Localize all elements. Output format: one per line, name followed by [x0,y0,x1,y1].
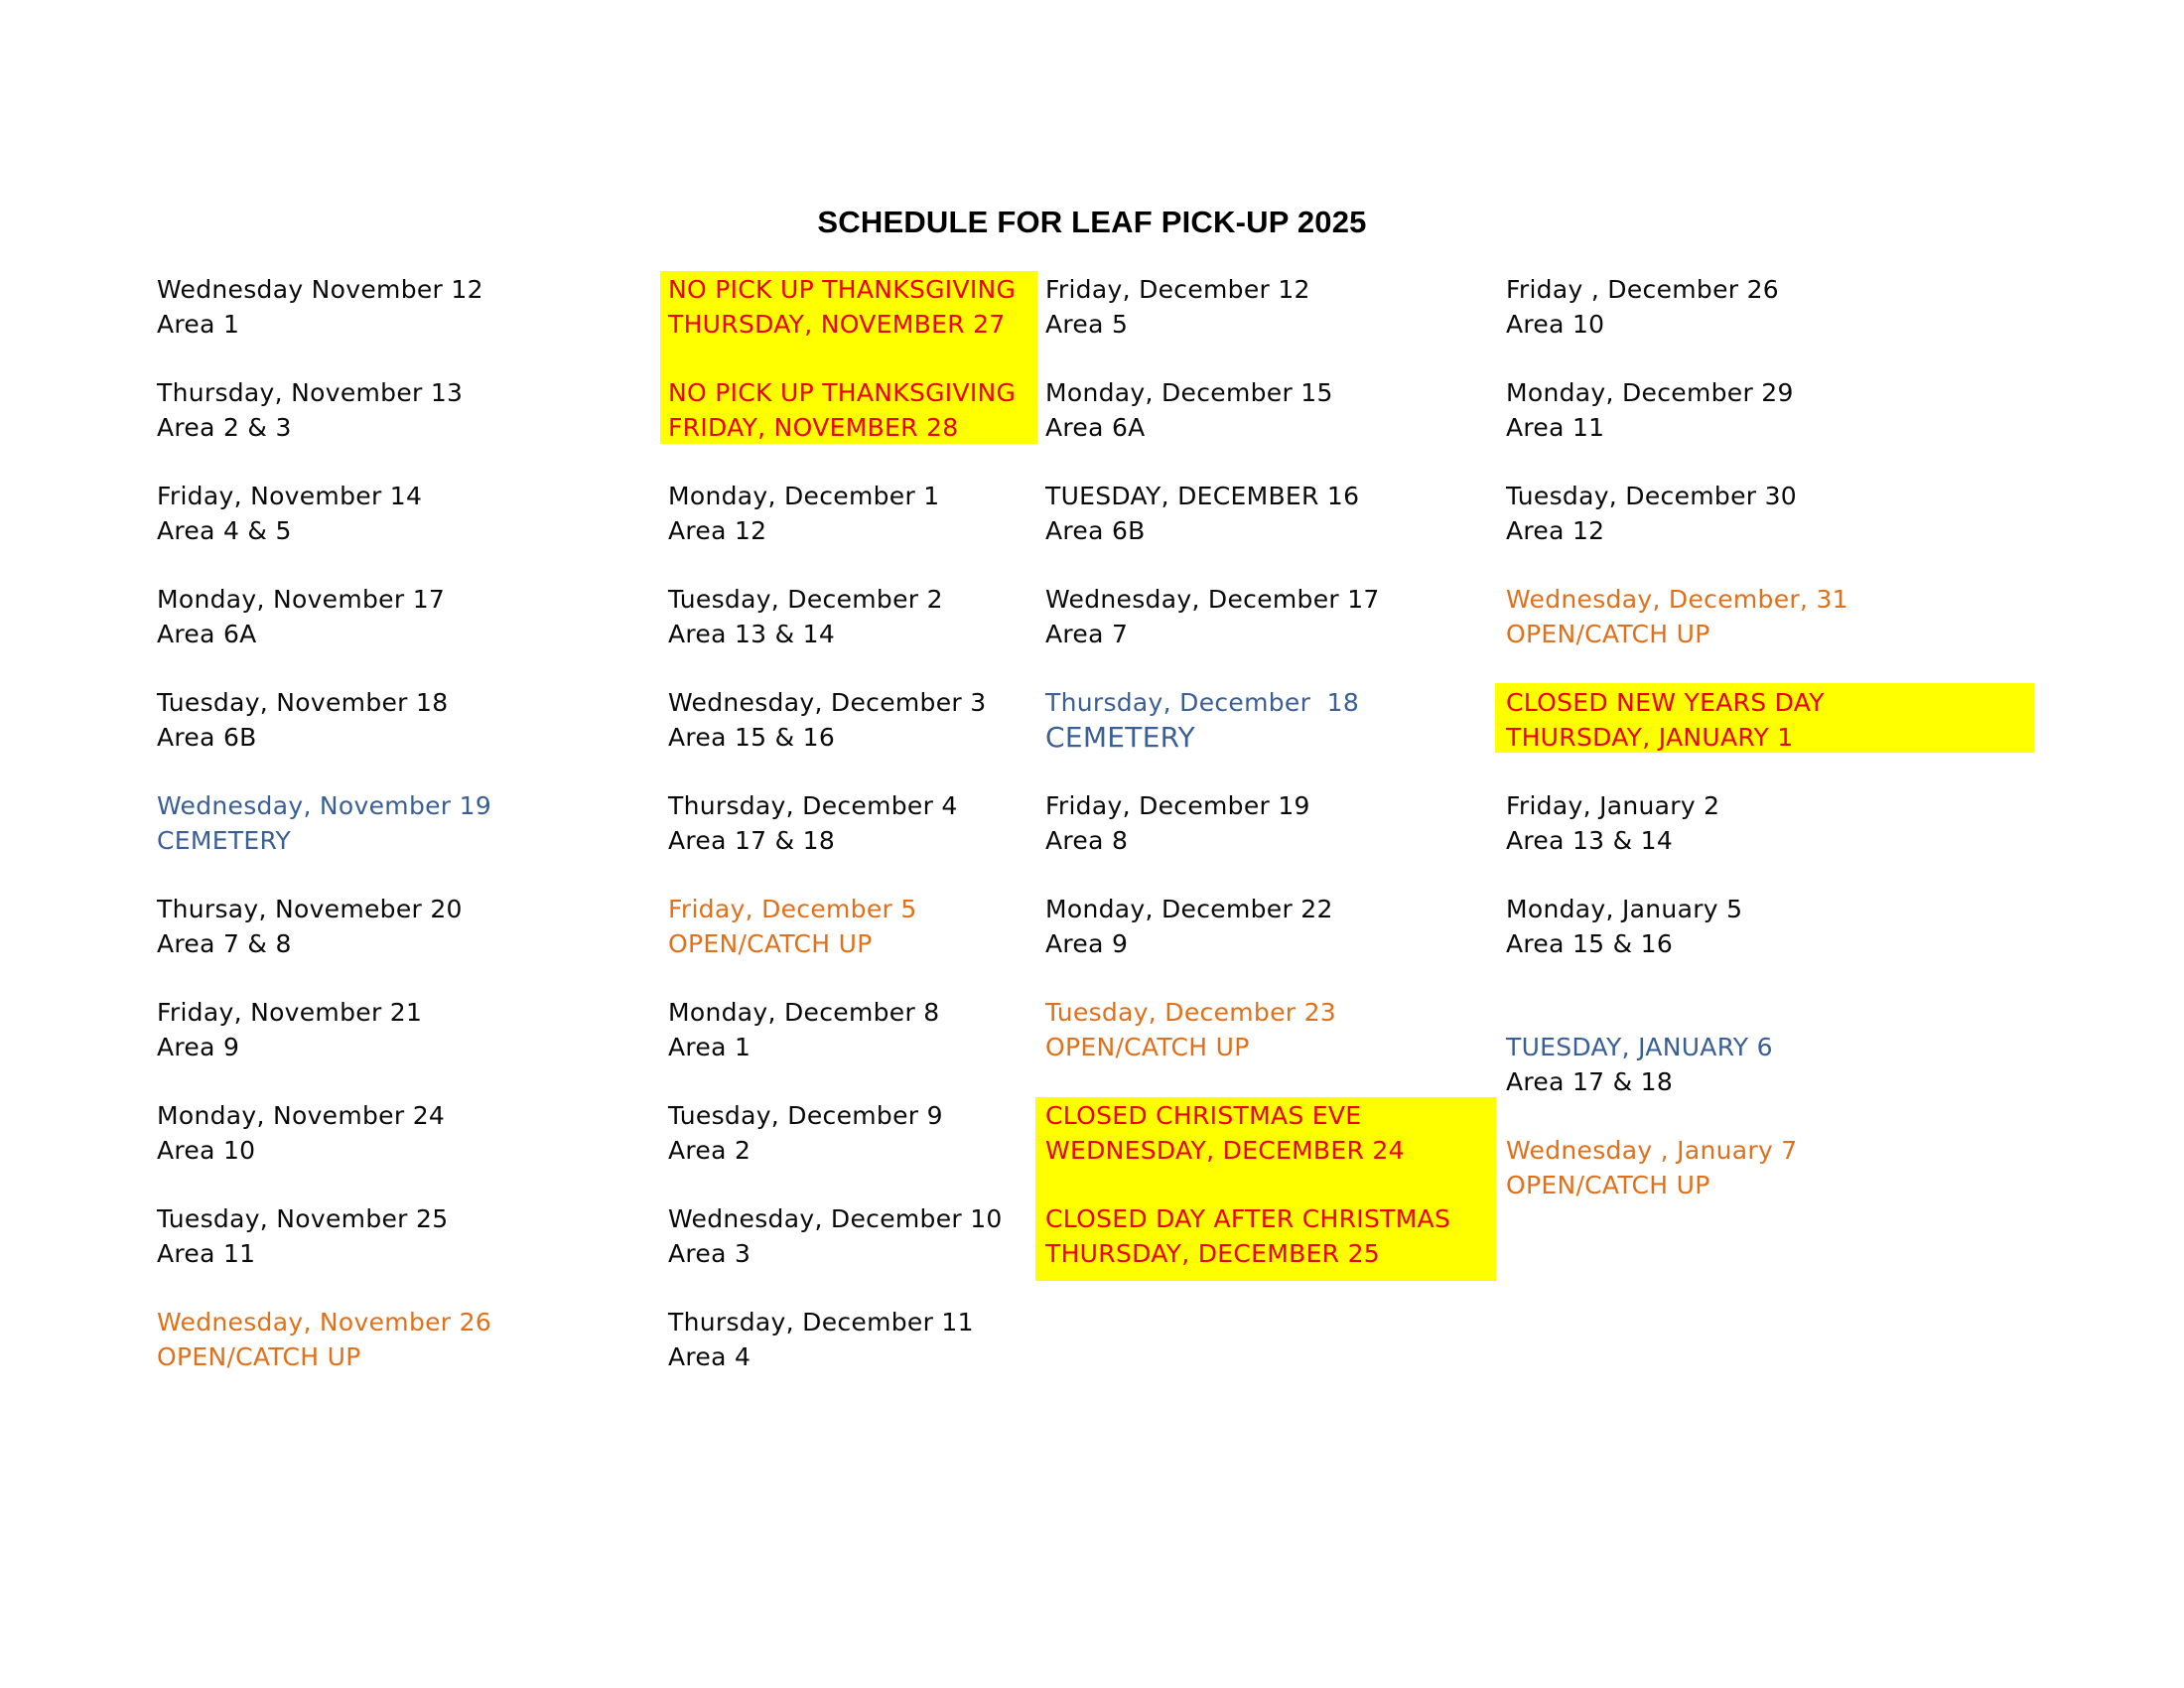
entry-date: Tuesday, December 9 [668,1101,943,1130]
entry-area: Area 13 & 14 [1506,826,1674,855]
entry-date: Friday, November 14 [157,482,423,510]
entry-date: Thursday, December 11 [668,1308,974,1336]
page-title: SCHEDULE FOR LEAF PICK-UP 2025 [817,205,1367,239]
entry-area: Area 5 [1045,310,1129,339]
entry-catch-up-label: OPEN/CATCH UP [1045,1033,1250,1061]
closed-notice [668,375,1016,445]
entry-area: Area 15 & 16 [1506,929,1674,958]
entry-date: Friday, January 2 [1506,791,1720,820]
entry-area: Area 13 & 14 [668,620,836,648]
schedule-entry [668,995,939,1064]
closed-date: THURSDAY, NOVEMBER 27 [668,310,1006,339]
schedule-entry [668,1305,974,1374]
entry-date: Monday, November 24 [157,1101,446,1130]
entry-catch-up-label: OPEN/CATCH UP [157,1342,361,1371]
entry-date: Monday, December 8 [668,998,940,1027]
entry-date: Monday, December 15 [1045,378,1333,407]
schedule-entry [1045,892,1333,961]
schedule-entry [1506,788,1719,858]
entry-date: Friday, December 5 [668,895,917,923]
entry-area: Area 12 [668,516,767,545]
entry-area: Area 10 [1506,310,1605,339]
entry-date: Wednesday, December 3 [668,688,987,717]
entry-area: Area 11 [1506,413,1605,442]
entry-date: Wednesday, November 26 [157,1308,492,1336]
closed-reason: NO PICK UP THANKSGIVING [668,275,1017,304]
schedule-entry [157,582,445,651]
schedule-entry [1045,375,1333,445]
entry-date: Wednesday, December, 31 [1506,585,1848,614]
schedule-entry [668,582,943,651]
entry-date: Monday, December 1 [668,482,940,510]
entry-date: Tuesday, December 30 [1506,482,1797,510]
catch-up-entry [1045,995,1336,1064]
entry-area: Area 6B [157,723,257,752]
schedule-entry [157,1201,448,1271]
entry-date: Wednesday November 12 [157,275,483,304]
catch-up-entry [157,1305,491,1374]
entry-date: TUESDAY, DECEMBER 16 [1045,482,1360,510]
entry-area: Area 10 [157,1136,256,1165]
schedule-entry [668,685,986,755]
schedule-entry [1045,272,1310,342]
entry-area: Area 4 [668,1342,751,1371]
entry-area: Area 6A [157,620,257,648]
entry-area: Area 6A [1045,413,1146,442]
entry-date: TUESDAY, JANUARY 6 [1506,1033,1773,1061]
entry-date: Thursay, Novemeber 20 [157,895,463,923]
closed-notice [668,272,1016,342]
cemetery-entry [1045,685,1359,755]
entry-area: Area 2 & 3 [157,413,292,442]
entry-date: Tuesday, December 2 [668,585,943,614]
closed-reason: CLOSED NEW YEARS DAY [1506,688,1825,717]
entry-area: Area 17 & 18 [1506,1067,1674,1096]
entry-catch-up-label: OPEN/CATCH UP [1506,620,1710,648]
schedule-entry [157,1098,445,1168]
schedule-entry [1506,479,1797,548]
entry-catch-up-label: OPEN/CATCH UP [1506,1171,1710,1199]
schedule-entry [157,685,448,755]
schedule-entry [1506,375,1794,445]
entry-date: Friday , December 26 [1506,275,1780,304]
entry-date: Tuesday, December 23 [1045,998,1336,1027]
entry-area: Area 2 [668,1136,751,1165]
entry-catch-up-label: OPEN/CATCH UP [668,929,873,958]
entry-area: Area 8 [1045,826,1129,855]
closed-reason: CLOSED CHRISTMAS EVE [1045,1101,1362,1130]
closed-reason: NO PICK UP THANKSGIVING [668,378,1017,407]
entry-date: Monday, November 17 [157,585,446,614]
schedule-entry [668,479,939,548]
entry-date: Friday, November 21 [157,998,423,1027]
schedule-entry [157,479,422,548]
entry-area: Area 12 [1506,516,1605,545]
schedule-entry [157,375,463,445]
schedule-entry [1506,1030,1773,1099]
entry-area: Area 7 & 8 [157,929,292,958]
entry-cemetery-label: CEMETERY [1045,721,1196,754]
entry-date: Wednesday , January 7 [1506,1136,1798,1165]
schedule-entry [668,788,958,858]
closed-notice [1045,1201,1450,1271]
entry-date: Wednesday, December 17 [1045,585,1380,614]
entry-area: Area 6B [1045,516,1146,545]
entry-area: Area 9 [1045,929,1129,958]
closed-reason: CLOSED DAY AFTER CHRISTMAS [1045,1204,1451,1233]
closed-notice [1506,685,1825,755]
schedule-entry [668,1201,1003,1271]
entry-area: Area 1 [668,1033,751,1061]
entry-date: Tuesday, November 18 [157,688,449,717]
entry-date: Thursday, November 13 [157,378,464,407]
entry-area: Area 4 & 5 [157,516,292,545]
schedule-entry [157,892,463,961]
closed-date: THURSDAY, DECEMBER 25 [1045,1239,1380,1268]
schedule-entry [668,1098,943,1168]
schedule-entry [1045,582,1380,651]
catch-up-entry [1506,1133,1798,1202]
entry-area: Area 7 [1045,620,1129,648]
entry-date: Monday, December 22 [1045,895,1333,923]
closed-notice [1045,1098,1405,1168]
entry-date: Monday, December 29 [1506,378,1794,407]
catch-up-entry [1506,582,1848,651]
schedule-entry [1045,479,1359,548]
schedule-entry [1506,892,1742,961]
closed-date: THURSDAY, JANUARY 1 [1506,723,1794,752]
entry-date: Thursday, December 18 [1045,688,1360,717]
entry-area: Area 15 & 16 [668,723,836,752]
entry-date: Friday, December 19 [1045,791,1310,820]
schedule-entry [1506,272,1779,342]
entry-area: Area 3 [668,1239,751,1268]
entry-date: Monday, January 5 [1506,895,1743,923]
closed-date: FRIDAY, NOVEMBER 28 [668,413,959,442]
schedule-entry [157,272,483,342]
closed-date: WEDNESDAY, DECEMBER 24 [1045,1136,1405,1165]
schedule-entry [1045,788,1310,858]
entry-date: Wednesday, December 10 [668,1204,1003,1233]
cemetery-entry [157,788,491,858]
entry-date: Friday, December 12 [1045,275,1310,304]
entry-cemetery-label: CEMETERY [157,826,292,855]
entry-date: Wednesday, November 19 [157,791,492,820]
entry-area: Area 11 [157,1239,256,1268]
entry-date: Tuesday, November 25 [157,1204,449,1233]
entry-area: Area 17 & 18 [668,826,836,855]
entry-area: Area 9 [157,1033,240,1061]
catch-up-entry [668,892,917,961]
entry-date: Thursday, December 4 [668,791,958,820]
entry-area: Area 1 [157,310,240,339]
schedule-entry [157,995,422,1064]
